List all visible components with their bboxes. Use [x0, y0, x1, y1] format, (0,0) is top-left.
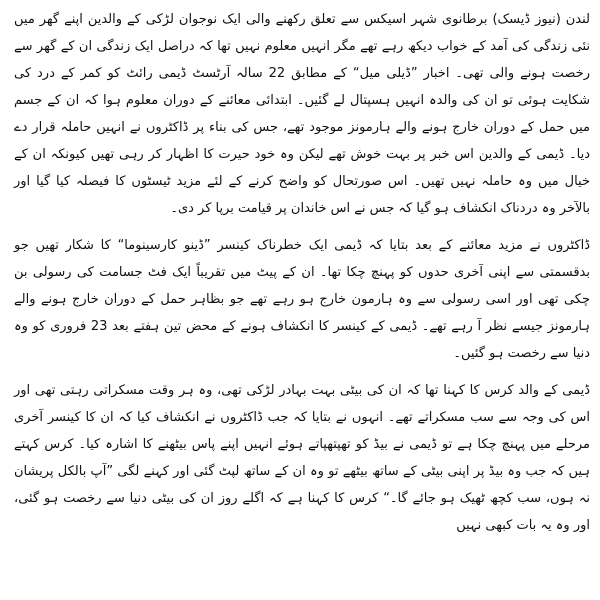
article-body	[14, 6, 590, 545]
article-paragraph-diagnosis: ڈاکٹروں نے مزید معائنے کے بعد بتایا کہ ڈیمی ایک خطرناک کینسر ”ڈینو کارسینوما“ کا شکار تھیں جو بدقسمتی سے اپنی آخری حدوں کو پہنچ چکا تھا۔ ان کے پیٹ میں تقریباً ایک فٹ جسامت کی رسولی بن چکی تھی اور اسی رسولی سے وہ ہارمون خارج ہو رہے تھے جو بظاہر حمل کے دوران خارج ہونے والے ہارمونز جیسے نظر آ رہے تھے۔ ڈیمی کے کینسر کا انکشاف ہونے کے محض تین ہفتے بعد 23 فروری کو وہ دنیا سے رخصت ہو گئیں۔	[14, 238, 590, 361]
article-paragraph-intro: لندن (نیوز ڈیسک) برطانوی شہر اسیکس سے تعلق رکھنے والی ایک نوجوان لڑکی کے والدین اپنے گھر میں نئی زندگی کی آمد کے خواب دیکھ رہے تھے مگر انہیں معلوم نہیں تھا کہ دراصل ایک زندگی ان کے گھر سے رخصت ہونے والی تھی۔ اخبار ”ڈیلی میل“ کے مطابق 22 سالہ آرٹسٹ ڈیمی رائٹ کو کمر کے درد کی شکایت ہوئی تو ان کی والدہ انہیں ہسپتال لے گئیں۔ ابتدائی معائنے کے دوران معلوم ہوا کہ ان کے جسم میں حمل کے دوران خارج ہونے والے ہارمونز موجود تھے، جس کی بناء پر ڈاکٹروں نے انہیں حاملہ قرار دے دیا۔ ڈیمی کے والدین اس خبر پر بہت خوش تھے لیکن وہ خود حیرت کا اظہار کر رہی تھیں کیونکہ ان کے خیال میں وہ حاملہ نہیں تھیں۔ اس صورتحال کو واضح کرنے کے لئے مزید ٹیسٹوں کا فیصلہ کیا گیا اور بالآخر وہ دردناک انکشاف ہو گیا کہ جس نے اس خاندان پر قیامت برپا کر دی۔	[14, 12, 590, 216]
article-paragraph-father-quote: ڈیمی کے والد کرس کا کہنا تھا کہ ان کی بیٹی بہت بہادر لڑکی تھی، وہ ہر وقت مسکراتی رہتی تھی اور اس کی وجہ سے سب مسکراتے تھے۔ انہوں نے بتایا کہ جب ڈاکٹروں نے انکشاف کیا کہ ان کا کینسر آخری مرحلے میں پہنچ چکا ہے تو ڈیمی نے بیڈ کو تھپتھپاتے ہوئے انہیں اپنے پاس بیٹھنے کا اشارہ کیا۔ کرس کہتے ہیں کہ جب وہ بیڈ پر اپنی بیٹی کے ساتھ بیٹھے تو وہ ان کے ساتھ لپٹ گئی اور کہنے لگی ”آپ بالکل پریشان نہ ہوں، سب کچھ ٹھیک ہو جائے گا۔“ کرس کا کہنا ہے کہ اگلے روز ان کی بیٹی دنیا سے رخصت ہو گئی، اور وہ یہ بات کبھی نہیں	[14, 383, 590, 533]
